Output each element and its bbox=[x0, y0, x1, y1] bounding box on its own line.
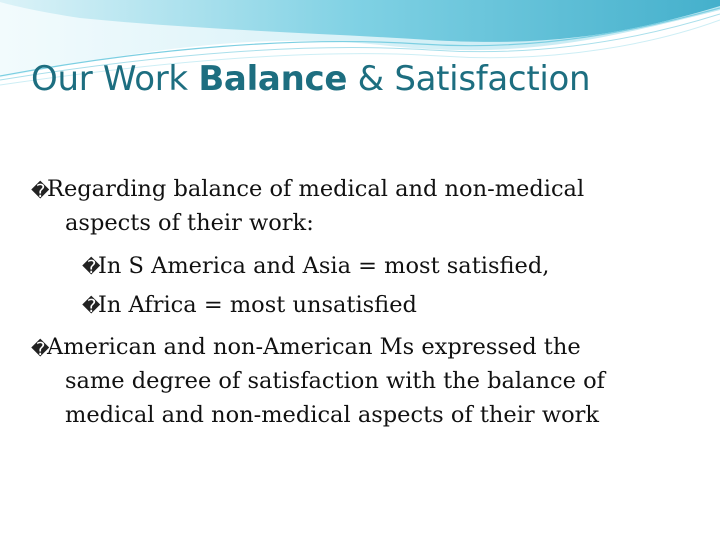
bullet-1-line-1: Regarding balance of medical and non-medical bbox=[47, 176, 585, 202]
bullet-2-line-1: American and non-American Ms expressed the bbox=[47, 334, 581, 360]
title-text-part1: Our Work bbox=[31, 59, 199, 99]
title-text-part2: & Satisfaction bbox=[347, 59, 591, 99]
sub-bullet-glyph-icon bbox=[82, 257, 96, 277]
bullet-1-line-2: aspects of their work: bbox=[65, 210, 314, 236]
bullet-2-line-3: medical and non-medical aspects of their work bbox=[65, 402, 600, 428]
sub-bullet-2-text: In Africa = most unsatisfied bbox=[98, 292, 417, 318]
title-text-bold: Balance bbox=[198, 59, 348, 99]
bullet-2-line-2: same degree of satisfaction with the balance of bbox=[65, 368, 605, 394]
bullet-glyph-icon bbox=[31, 181, 45, 201]
sub-bullet-1-text: In S America and Asia = most satisfied, bbox=[98, 253, 550, 279]
bullet-glyph-icon bbox=[31, 339, 45, 359]
sub-bullet-glyph-icon bbox=[82, 296, 96, 316]
